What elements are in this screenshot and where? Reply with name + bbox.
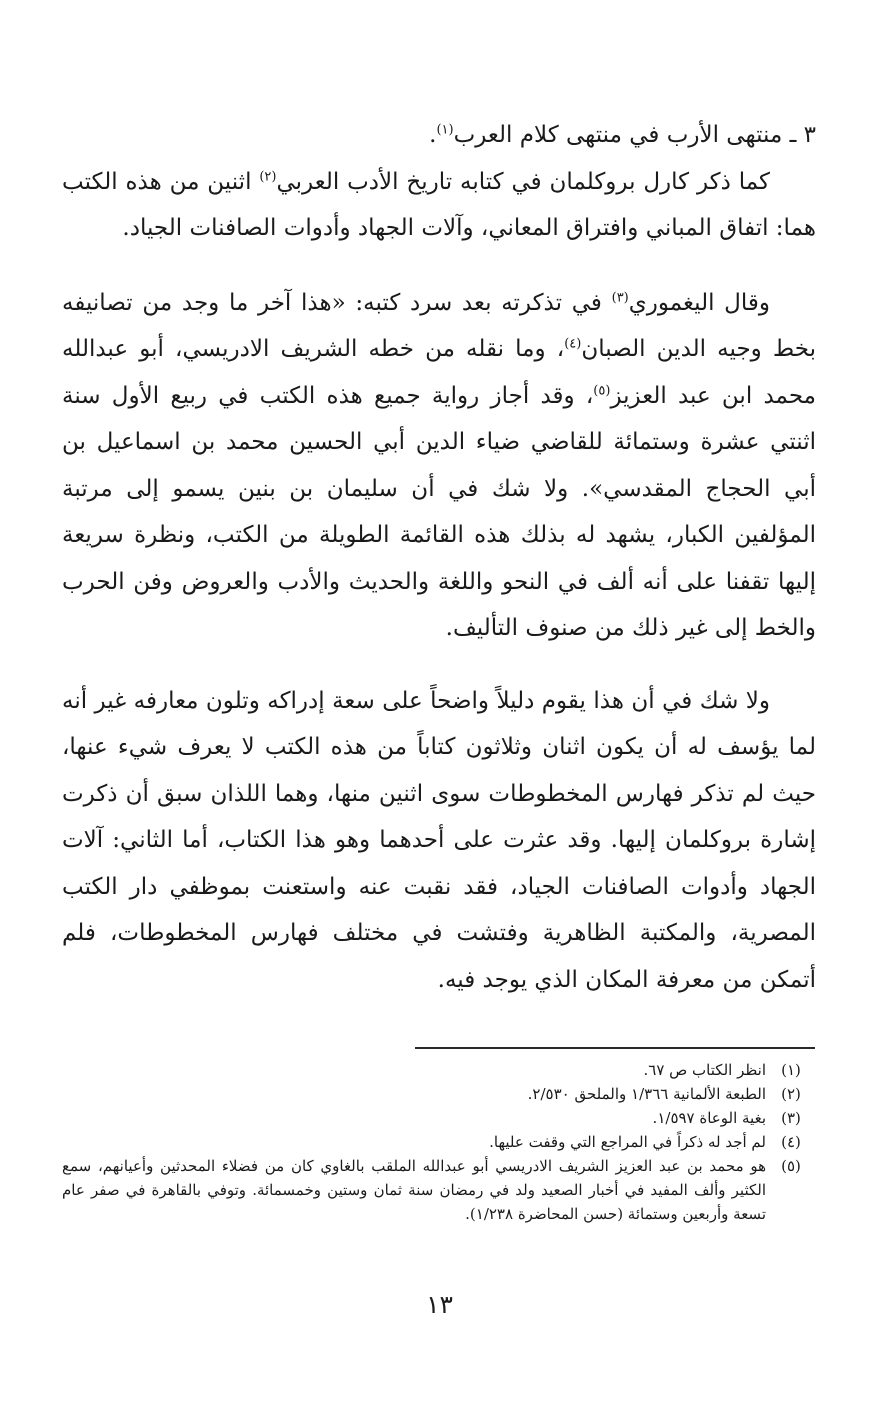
paragraph-no-doubt: ولا شك في أن هذا يقوم دليلاً واضحاً على سعة إدراكه وتلون معارفه غير أنه لما يؤسف له أن يكون اثنان وثلاثون كتاباً من هذه الكتب لا يعرف شيء عنها، حيث لم تذكر فهارس المخطوطات سوى اثنين منها، وهما اللذان سبق أن ذكرت إشارة بروكلمان إليها. وقد عثرت على أحدهما وهو هذا الكتاب، أما الثاني: آلات الجهاد وأدوات الصافنات الجياد، فقد نقبت عنه واستعنت بموظفي دار الكتب المصرية، والمكتبة الظاهرية وفتشت في مختلف فهارس المخطوطات، فلم أتمكن من معرفة المكان الذي يوجد فيه.: [62, 687, 816, 993]
footnote-4: [62, 1130, 816, 1154]
paragraph-gap: [62, 252, 816, 280]
footnotes: [62, 1058, 816, 1226]
footnote-ref-2: (٢): [259, 168, 277, 184]
footnote-number: (٢): [781, 1085, 801, 1103]
footnote-ref-3: (٣): [611, 289, 629, 305]
footnote-number: (٥): [781, 1157, 801, 1175]
main-text: [62, 112, 816, 1003]
footnote-number: (١): [781, 1061, 801, 1079]
footnote-text: لم أجد له ذكراً في المراجع التي وقفت عليها.: [489, 1133, 766, 1151]
footnote-divider: [415, 1047, 815, 1049]
footnote-ref-5: (٥): [593, 382, 611, 398]
paragraph-gap: [62, 652, 816, 678]
footnote-3: [62, 1106, 816, 1130]
footnote-text: هو محمد بن عبد العزيز الشريف الادريسي أبو عبدالله الملقب بالغاوي كان من فضلاء المحدثين وأعيانهم، سمع الكثير وألف المفيد في أخبار الصعيد ولد في رمضان سنة ثمان وستين وخمسمائة. وتوفي بالقاهرة في صفر عام تسعة وأربعين وستمائة (حسن المحاضرة ١/٢٣٨).: [62, 1157, 766, 1223]
footnote-ref-4: (٤): [564, 336, 582, 352]
footnote-1: [62, 1058, 816, 1082]
paragraph-yaghmouri: وقال اليغموري$^{(٣)}$ في تذكرته بعد سرد كتبه: «هذا آخر ما وجد من تصانيفه بخط وجيه الدين الصبان$^{(٤)}$، وما نقله من خطه الشريف الادريسي، أبو عبدالله محمد ابن عبد العزيز$^{(٥)}$، وقد أجاز رواية جميع هذه الكتب في ربيع الأول سنة اثنتي عشرة وستمائة للقاضي ضياء الدين أبي الحسين محمد بن اسماعيل بن أبي الحجاج المقدسي». ولا شك في أن سليمان بن بنين يسمو إلى مرتبة المؤلفين الكبار، يشهد له بذلك هذه القائمة الطويلة من الكتب، ونظرة سريعة إليها تقفنا على أنه ألف في النحو واللغة والحديث والأدب والعروض وفن الحرب والخط إلى غير ذلك من صنوف التأليف.: [62, 289, 817, 641]
footnote-number: (٣): [781, 1109, 801, 1127]
footnote-ref-1: (١): [436, 122, 454, 138]
footnote-text: بغية الوعاة ١/٥٩٧.: [652, 1109, 766, 1127]
paragraph-brockelmann: كما ذكر كارل بروكلمان في كتابه تاريخ الأدب العربي$^{(٢)}$ اثنين من هذه الكتب هما: اتفاق المباني وافتراق المعاني، وآلات الجهاد وأدوات الصافنات الجياد.: [62, 168, 816, 241]
footnote-text: انظر الكتاب ص ٦٧.: [643, 1061, 766, 1079]
page-number: ١٣: [426, 1290, 453, 1319]
footnote-2: [62, 1082, 816, 1106]
footnote-number: (٤): [781, 1133, 801, 1151]
footnote-5: [62, 1154, 816, 1226]
footnote-text: الطبعة الألمانية ١/٣٦٦ والملحق ٢/٥٣٠.: [527, 1085, 766, 1103]
list-item-3: ٣ ـ منتهى الأرب في منتهى كلام العرب$^{(١)}$.: [429, 122, 816, 148]
